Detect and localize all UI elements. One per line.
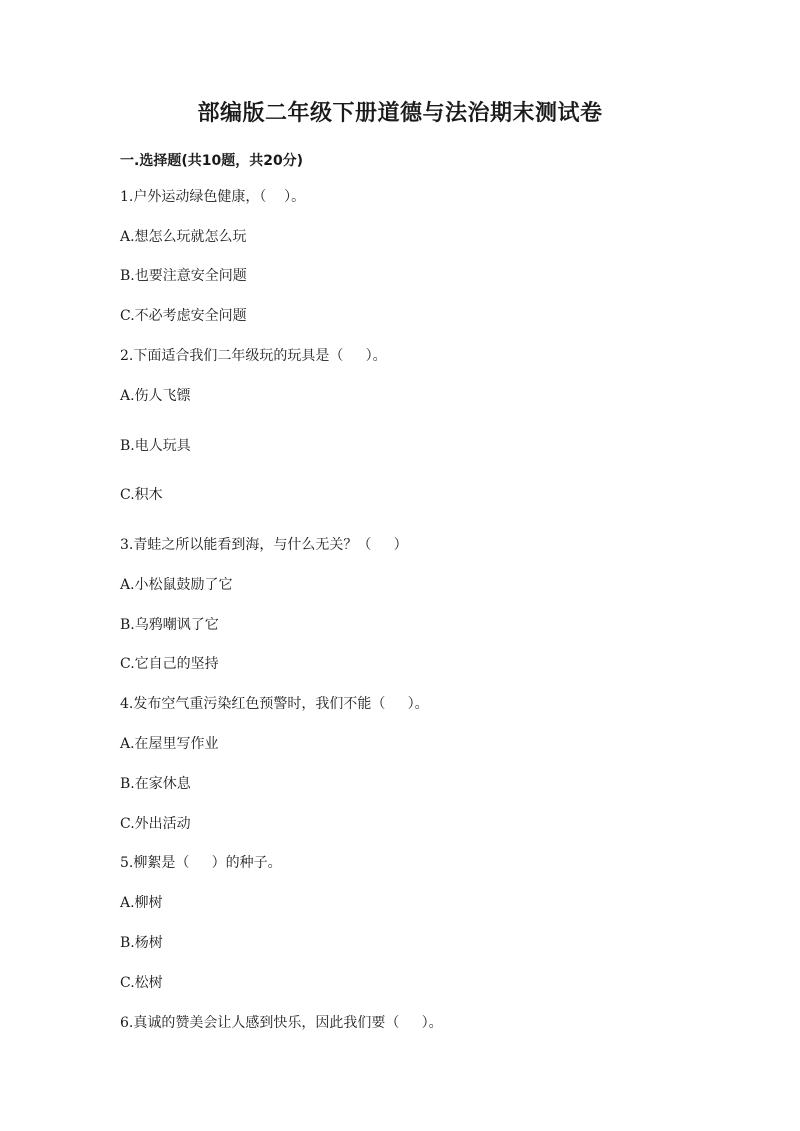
answer-option: A.小松鼠鼓励了它 bbox=[120, 577, 233, 593]
answer-option: C.不必考虑安全问题 bbox=[120, 308, 247, 324]
answer-option: C.它自己的坚持 bbox=[120, 656, 219, 672]
answer-option: A.伤人飞镖 bbox=[120, 388, 191, 404]
answer-option: B.乌鸦嘲讽了它 bbox=[120, 617, 219, 633]
question-stem: 3.青蛙之所以能看到海，与什么无关？（ ） bbox=[120, 537, 408, 553]
question-stem: 6.真诚的赞美会让人感到快乐，因此我们要（ ）。 bbox=[120, 1015, 443, 1031]
answer-option: A.想怎么玩就怎么玩 bbox=[120, 229, 247, 245]
answer-option: C.积木 bbox=[120, 487, 163, 503]
answer-option: C.外出活动 bbox=[120, 816, 191, 832]
question-stem: 4.发布空气重污染红色预警时，我们不能（ ）。 bbox=[120, 696, 429, 712]
question-stem: 2.下面适合我们二年级玩的玩具是（ ）。 bbox=[120, 348, 387, 364]
question-stem: 5.柳絮是（ ）的种子。 bbox=[120, 855, 282, 871]
answer-option: B.也要注意安全问题 bbox=[120, 268, 247, 284]
question-stem: 1.户外运动绿色健康，（ ）。 bbox=[120, 189, 306, 205]
answer-option: C.松树 bbox=[120, 975, 163, 991]
section-heading: 一.选择题(共10题，共20分) bbox=[120, 153, 304, 169]
answer-option: B.在家休息 bbox=[120, 776, 191, 792]
answer-option: A.在屋里写作业 bbox=[120, 736, 219, 752]
answer-option: A.柳树 bbox=[120, 895, 163, 911]
answer-option: B.电人玩具 bbox=[120, 438, 191, 454]
document-title: 部编版二年级下册道德与法治期末测试卷 bbox=[197, 101, 603, 126]
answer-option: B.杨树 bbox=[120, 935, 163, 951]
